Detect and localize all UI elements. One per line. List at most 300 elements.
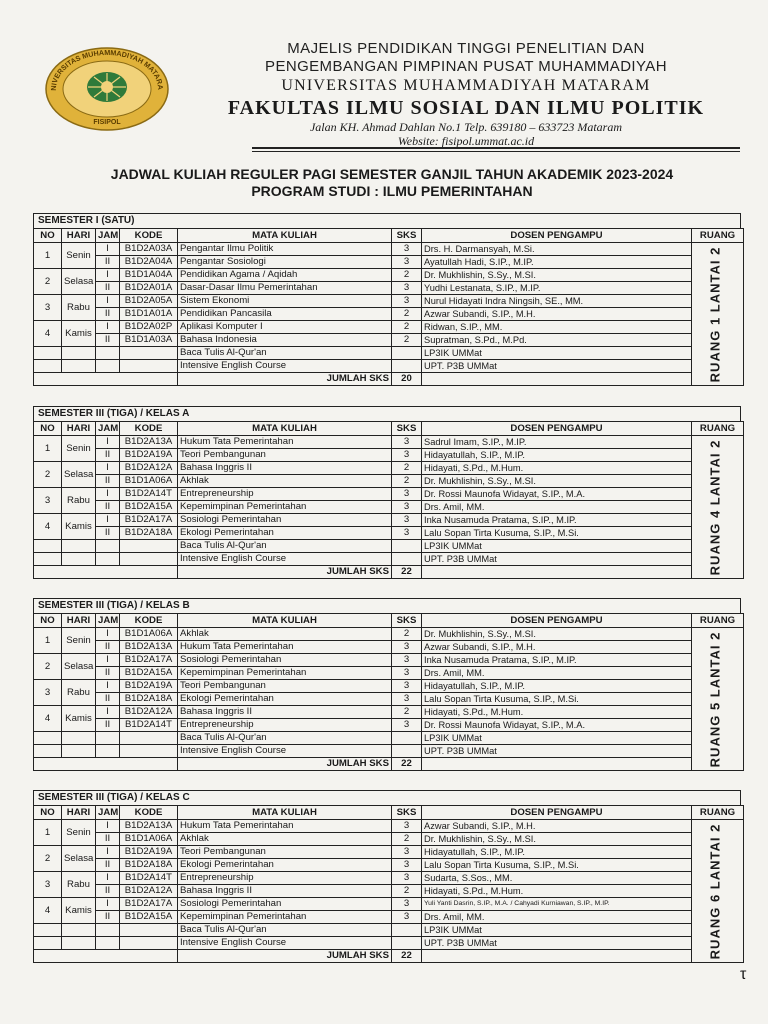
cell-no: 1 xyxy=(34,243,62,269)
cell-dosen: Dr. Mukhlishin, S.Sy., M.SI. xyxy=(422,475,692,488)
cell-mata-kuliah: Teori Pembangunan xyxy=(178,680,392,693)
cell-mata-kuliah: Pendidikan Pancasila xyxy=(178,308,392,321)
cell-kode: B1D2A14T xyxy=(120,488,178,501)
cell-dosen: Dr. Rossi Maunofa Widayat, S.IP., M.A. xyxy=(422,488,692,501)
cell-jam: I xyxy=(96,269,120,282)
cell-hari: Selasa xyxy=(62,846,96,872)
cell-kode: B1D2A17A xyxy=(120,514,178,527)
table-row xyxy=(34,859,744,872)
cell-jam: I xyxy=(96,488,120,501)
cell-dosen: Dr. Rossi Maunofa Widayat, S.IP., M.A. xyxy=(422,719,692,732)
cell-no: 3 xyxy=(34,488,62,514)
document-title xyxy=(30,166,754,200)
cell-sks: 3 xyxy=(392,295,422,308)
table-row xyxy=(34,654,744,667)
cell-no xyxy=(34,745,62,758)
column-header: HARI xyxy=(62,614,96,628)
cell-hari xyxy=(62,937,96,950)
cell-no xyxy=(34,347,62,360)
cell-no: 4 xyxy=(34,321,62,347)
cell-mata-kuliah: Sosiologi Pemerintahan xyxy=(178,654,392,667)
cell-sks: 3 xyxy=(392,449,422,462)
cell-kode: B1D1A01A xyxy=(120,308,178,321)
cell-dosen: Yuli Yanti Dasrin, S.IP., M.A. / Cahyadi Kurniawan, S.IP., M.IP. xyxy=(422,898,692,911)
column-header: DOSEN PENGAMPU xyxy=(422,614,692,628)
column-header: MATA KULIAH xyxy=(178,614,392,628)
cell-mata-kuliah: Baca Tulis Al-Qur'an xyxy=(178,924,392,937)
room-label-cell xyxy=(689,435,741,579)
cell-hari xyxy=(62,373,96,386)
cell-kode: B1D2A14T xyxy=(120,872,178,885)
cell-sks: 3 xyxy=(392,243,422,256)
cell-no: 3 xyxy=(34,872,62,898)
cell-dosen xyxy=(422,758,692,771)
table-row-extra xyxy=(34,937,744,950)
cell-no xyxy=(34,924,62,937)
cell-dosen: Ayatullah Hadi, S.IP., M.IP. xyxy=(422,256,692,269)
cell-dosen: Azwar Subandi, S.IP., M.H. xyxy=(422,820,692,833)
table-row xyxy=(34,911,744,924)
table-row-extra xyxy=(34,553,744,566)
cell-dosen xyxy=(422,950,692,963)
cell-dosen: Ridwan, S.IP., MM. xyxy=(422,321,692,334)
cell-mata-kuliah: Sosiologi Pemerintahan xyxy=(178,898,392,911)
table-row-extra xyxy=(34,924,744,937)
cell-hari xyxy=(62,347,96,360)
cell-kode: B1D2A17A xyxy=(120,898,178,911)
cell-mata-kuliah: Akhlak xyxy=(178,628,392,641)
column-header: MATA KULIAH xyxy=(178,806,392,820)
letterhead-line-1: MAJELIS PENDIDIKAN TINGGI PENELITIAN DAN xyxy=(287,40,645,57)
cell-sks: 2 xyxy=(392,462,422,475)
cell-jam: II xyxy=(96,527,120,540)
table-row xyxy=(34,308,744,321)
cell-jam xyxy=(96,553,120,566)
cell-jam xyxy=(96,347,120,360)
cell-mata-kuliah: Ekologi Pemerintahan xyxy=(178,527,392,540)
cell-hari: Kamis xyxy=(62,706,96,732)
cell-mata-kuliah: Entrepreneurship xyxy=(178,488,392,501)
cell-kode: B1D1A03A xyxy=(120,334,178,347)
cell-mata-kuliah: Ekologi Pemerintahan xyxy=(178,693,392,706)
table-row-extra xyxy=(34,360,744,373)
cell-mata-kuliah: Entrepreneurship xyxy=(178,872,392,885)
cell-hari: Rabu xyxy=(62,295,96,321)
letterhead-line-2: PENGEMBANGAN PIMPINAN PUSAT MUHAMMADIYAH xyxy=(265,58,667,75)
column-header: NO xyxy=(34,422,62,436)
cell-sks: 3 xyxy=(392,436,422,449)
cell-dosen: UPT. P3B UMMat xyxy=(422,553,692,566)
header-row xyxy=(34,614,744,628)
cell-kode xyxy=(120,553,178,566)
cell-kode: B1D2A15A xyxy=(120,911,178,924)
cell-jam: I xyxy=(96,872,120,885)
cell-no: 4 xyxy=(34,706,62,732)
cell-dosen: Dr. Mukhlishin, S.Sy., M.SI. xyxy=(422,628,692,641)
cell-dosen: Lalu Sopan Tirta Kusuma, S.IP., M.Si. xyxy=(422,527,692,540)
table-row xyxy=(34,898,744,911)
table-row xyxy=(34,693,744,706)
cell-sks xyxy=(392,937,422,950)
cell-mata-kuliah: Baca Tulis Al-Qur'an xyxy=(178,540,392,553)
cell-mata-kuliah: Baca Tulis Al-Qur'an xyxy=(178,732,392,745)
cell-hari: Senin xyxy=(62,820,96,846)
cell-jam: I xyxy=(96,654,120,667)
cell-sks xyxy=(392,924,422,937)
cell-no xyxy=(34,553,62,566)
cell-no xyxy=(34,937,62,950)
table-row xyxy=(34,243,744,256)
column-header: SKS xyxy=(392,806,422,820)
table-row xyxy=(34,269,744,282)
room-label: RUANG 6 LANTAI 2 xyxy=(707,823,723,959)
column-header: DOSEN PENGAMPU xyxy=(422,422,692,436)
cell-kode: B1D2A18A xyxy=(120,859,178,872)
column-header: KODE xyxy=(120,614,178,628)
cell-kode: B1D2A03A xyxy=(120,243,178,256)
table-row xyxy=(34,321,744,334)
section-heading: SEMESTER III (TIGA) / KELAS B xyxy=(33,598,741,613)
cell-jam xyxy=(96,937,120,950)
table-row xyxy=(34,514,744,527)
cell-jam: II xyxy=(96,308,120,321)
cell-hari xyxy=(62,540,96,553)
cell-dosen: Yudhi Lestanata, S.IP., M.IP. xyxy=(422,282,692,295)
cell-sks: 3 xyxy=(392,719,422,732)
cell-sks: 2 xyxy=(392,628,422,641)
cell-jam: II xyxy=(96,256,120,269)
university-logo xyxy=(44,46,170,132)
cell-mata-kuliah: Bahasa Inggris II xyxy=(178,462,392,475)
cell-sks: 3 xyxy=(392,641,422,654)
cell-mata-kuliah: Sosiologi Pemerintahan xyxy=(178,514,392,527)
cell-jam: II xyxy=(96,885,120,898)
cell-jam xyxy=(96,373,120,386)
cell-dosen: Azwar Subandi, S.IP., M.H. xyxy=(422,641,692,654)
cell-mata-kuliah: Intensive English Course xyxy=(178,360,392,373)
cell-kode: B1D1A06A xyxy=(120,833,178,846)
cell-hari: Kamis xyxy=(62,898,96,924)
total-sks: 22 xyxy=(392,950,422,963)
cell-mata-kuliah: Teori Pembangunan xyxy=(178,846,392,859)
cell-sks: 3 xyxy=(392,680,422,693)
total-label: JUMLAH SKS xyxy=(178,758,392,771)
cell-jam xyxy=(96,566,120,579)
cell-hari: Senin xyxy=(62,243,96,269)
cell-jam xyxy=(96,540,120,553)
cell-mata-kuliah: Hukum Tata Pemerintahan xyxy=(178,641,392,654)
section-heading: SEMESTER I (SATU) xyxy=(33,213,741,228)
total-sks: 20 xyxy=(392,373,422,386)
table-row xyxy=(34,256,744,269)
cell-kode: B1D2A15A xyxy=(120,667,178,680)
column-header: JAM xyxy=(96,229,120,243)
cell-sks: 2 xyxy=(392,885,422,898)
cell-sks: 3 xyxy=(392,667,422,680)
cell-sks xyxy=(392,540,422,553)
letterhead xyxy=(186,40,746,148)
table-row xyxy=(34,719,744,732)
cell-jam: I xyxy=(96,846,120,859)
cell-mata-kuliah: Kepemimpinan Pemerintahan xyxy=(178,911,392,924)
cell-no: 2 xyxy=(34,269,62,295)
table-row xyxy=(34,436,744,449)
table-row xyxy=(34,295,744,308)
cell-kode: B1D2A05A xyxy=(120,295,178,308)
cell-jam: II xyxy=(96,911,120,924)
column-header: DOSEN PENGAMPU xyxy=(422,806,692,820)
cell-no xyxy=(34,373,62,386)
column-header: MATA KULIAH xyxy=(178,229,392,243)
header-row xyxy=(34,229,744,243)
cell-sks xyxy=(392,347,422,360)
university-name: UNIVERSITAS MUHAMMADIYAH MATARAM xyxy=(281,77,651,94)
cell-kode xyxy=(120,758,178,771)
table-row xyxy=(34,885,744,898)
column-header: KODE xyxy=(120,229,178,243)
schedule-table xyxy=(33,805,744,963)
cell-hari: Selasa xyxy=(62,654,96,680)
cell-jam: I xyxy=(96,436,120,449)
cell-jam: II xyxy=(96,282,120,295)
section-heading: SEMESTER III (TIGA) / KELAS A xyxy=(33,406,741,421)
table-row xyxy=(34,449,744,462)
cell-sks: 2 xyxy=(392,269,422,282)
table-row xyxy=(34,872,744,885)
cell-jam xyxy=(96,924,120,937)
column-header: KODE xyxy=(120,806,178,820)
room-label-cell xyxy=(689,627,741,771)
column-header: HARI xyxy=(62,422,96,436)
cell-hari xyxy=(62,553,96,566)
cell-sks: 3 xyxy=(392,820,422,833)
cell-kode xyxy=(120,360,178,373)
cell-jam: I xyxy=(96,680,120,693)
cell-hari: Selasa xyxy=(62,462,96,488)
total-row xyxy=(34,373,744,386)
cell-no xyxy=(34,950,62,963)
cell-jam xyxy=(96,950,120,963)
cell-mata-kuliah: Aplikasi Komputer I xyxy=(178,321,392,334)
cell-jam xyxy=(96,758,120,771)
cell-jam: I xyxy=(96,706,120,719)
cell-mata-kuliah: Akhlak xyxy=(178,833,392,846)
column-header: JAM xyxy=(96,614,120,628)
table-row xyxy=(34,527,744,540)
schedule-section xyxy=(33,406,741,579)
cell-hari xyxy=(62,360,96,373)
cell-dosen: Hidayati, S.Pd., M.Hum. xyxy=(422,462,692,475)
cell-sks: 2 xyxy=(392,706,422,719)
cell-dosen: Inka Nusamuda Pratama, S.IP., M.IP. xyxy=(422,654,692,667)
header-row xyxy=(34,422,744,436)
cell-sks: 3 xyxy=(392,846,422,859)
cell-kode: B1D2A19A xyxy=(120,449,178,462)
table-row-extra xyxy=(34,732,744,745)
cell-mata-kuliah: Sistem Ekonomi xyxy=(178,295,392,308)
total-row xyxy=(34,758,744,771)
cell-kode: B1D1A06A xyxy=(120,628,178,641)
cell-dosen xyxy=(422,373,692,386)
cell-sks: 3 xyxy=(392,911,422,924)
cell-kode: B1D2A19A xyxy=(120,680,178,693)
cell-jam: II xyxy=(96,693,120,706)
cell-jam: I xyxy=(96,628,120,641)
cell-jam: II xyxy=(96,501,120,514)
table-row xyxy=(34,820,744,833)
cell-sks: 2 xyxy=(392,833,422,846)
cell-kode: B1D2A13A xyxy=(120,641,178,654)
title-line-2: PROGRAM STUDI : ILMU PEMERINTAHAN xyxy=(251,183,533,199)
column-header: SKS xyxy=(392,422,422,436)
cell-no: 4 xyxy=(34,898,62,924)
cell-dosen: UPT. P3B UMMat xyxy=(422,937,692,950)
cell-hari xyxy=(62,732,96,745)
column-header: RUANG xyxy=(692,229,744,243)
cell-mata-kuliah: Kepemimpinan Pemerintahan xyxy=(178,667,392,680)
column-header: MATA KULIAH xyxy=(178,422,392,436)
cell-kode: B1D2A13A xyxy=(120,820,178,833)
cell-sks: 2 xyxy=(392,334,422,347)
cell-sks: 3 xyxy=(392,527,422,540)
cell-kode: B1D2A02P xyxy=(120,321,178,334)
cell-jam xyxy=(96,732,120,745)
cell-sks: 3 xyxy=(392,872,422,885)
cell-mata-kuliah: Hukum Tata Pemerintahan xyxy=(178,820,392,833)
cell-dosen: Inka Nusamuda Pratama, S.IP., M.IP. xyxy=(422,514,692,527)
cell-dosen: Sudarta, S.Sos., MM. xyxy=(422,872,692,885)
cell-dosen: Sadrul Imam, S.IP., M.IP. xyxy=(422,436,692,449)
cell-dosen: LP3IK UMMat xyxy=(422,540,692,553)
cell-kode xyxy=(120,924,178,937)
table-row xyxy=(34,833,744,846)
cell-sks: 3 xyxy=(392,693,422,706)
cell-mata-kuliah: Intensive English Course xyxy=(178,745,392,758)
cell-hari xyxy=(62,924,96,937)
total-sks: 22 xyxy=(392,566,422,579)
table-row xyxy=(34,475,744,488)
cell-no: 4 xyxy=(34,514,62,540)
column-header: DOSEN PENGAMPU xyxy=(422,229,692,243)
cell-mata-kuliah: Bahasa Inggris II xyxy=(178,706,392,719)
cell-no: 1 xyxy=(34,820,62,846)
section-table-wrap xyxy=(33,613,741,771)
cell-kode: B1D2A19A xyxy=(120,846,178,859)
cell-dosen: LP3IK UMMat xyxy=(422,732,692,745)
cell-jam: I xyxy=(96,898,120,911)
column-header: JAM xyxy=(96,422,120,436)
cell-hari: Rabu xyxy=(62,680,96,706)
cell-kode xyxy=(120,937,178,950)
cell-dosen: Nurul Hidayati Indra Ningsih, SE., MM. xyxy=(422,295,692,308)
cell-kode: B1D2A12A xyxy=(120,462,178,475)
section-table-wrap xyxy=(33,228,741,386)
cell-hari: Rabu xyxy=(62,872,96,898)
cell-hari: Selasa xyxy=(62,269,96,295)
title-line-1: JADWAL KULIAH REGULER PAGI SEMESTER GANJIL TAHUN AKADEMIK 2023-2024 xyxy=(110,166,674,182)
cell-sks: 3 xyxy=(392,859,422,872)
letterhead-rule-thin xyxy=(252,151,740,152)
cell-sks xyxy=(392,360,422,373)
room-label: RUANG 1 LANTAI 2 xyxy=(707,246,723,382)
cell-mata-kuliah: Dasar-Dasar Ilmu Pemerintahan xyxy=(178,282,392,295)
cell-mata-kuliah: Pengantar Sosiologi xyxy=(178,256,392,269)
website: Website: fisipol.ummat.ac.id xyxy=(397,134,535,148)
cell-hari: Senin xyxy=(62,436,96,462)
cell-sks: 3 xyxy=(392,501,422,514)
cell-dosen: Hidayati, S.Pd., M.Hum. xyxy=(422,706,692,719)
cell-jam: II xyxy=(96,719,120,732)
cell-sks: 3 xyxy=(392,514,422,527)
cell-dosen: LP3IK UMMat xyxy=(422,347,692,360)
schedule-table xyxy=(33,228,744,386)
cell-dosen: Drs. Amil, MM. xyxy=(422,911,692,924)
cell-no xyxy=(34,732,62,745)
column-header: NO xyxy=(34,229,62,243)
table-row xyxy=(34,282,744,295)
cell-dosen: Lalu Sopan Tirta Kusuma, S.IP., M.Si. xyxy=(422,693,692,706)
cell-dosen: Drs. H. Darmansyah, M.Si. xyxy=(422,243,692,256)
cell-kode: B1D2A13A xyxy=(120,436,178,449)
table-row-extra xyxy=(34,540,744,553)
cell-dosen: Hidayati, S.Pd., M.Hum. xyxy=(422,885,692,898)
cell-no xyxy=(34,758,62,771)
cell-dosen xyxy=(422,566,692,579)
cell-sks: 2 xyxy=(392,321,422,334)
cell-jam: I xyxy=(96,514,120,527)
table-row-extra xyxy=(34,745,744,758)
cell-jam xyxy=(96,360,120,373)
section-heading: SEMESTER III (TIGA) / KELAS C xyxy=(33,790,741,805)
cell-hari: Kamis xyxy=(62,514,96,540)
cell-dosen: Hidayatullah, S.IP., M.IP. xyxy=(422,449,692,462)
cell-dosen: Supratman, S.Pd., M.Pd. xyxy=(422,334,692,347)
cell-dosen: LP3IK UMMat xyxy=(422,924,692,937)
cell-jam: I xyxy=(96,243,120,256)
schedule-section xyxy=(33,213,741,386)
cell-kode: B1D1A06A xyxy=(120,475,178,488)
room-label-cell xyxy=(689,819,741,963)
cell-kode xyxy=(120,745,178,758)
column-header: RUANG xyxy=(692,422,744,436)
table-row xyxy=(34,501,744,514)
cell-dosen: Lalu Sopan Tirta Kusuma, S.IP., M.Si. xyxy=(422,859,692,872)
cell-mata-kuliah: Pendidikan Agama / Aqidah xyxy=(178,269,392,282)
cell-kode xyxy=(120,950,178,963)
column-header: SKS xyxy=(392,229,422,243)
cell-jam: II xyxy=(96,334,120,347)
cell-sks xyxy=(392,732,422,745)
cell-mata-kuliah: Bahasa Indonesia xyxy=(178,334,392,347)
schedule-section xyxy=(33,790,741,963)
cell-kode: B1D2A17A xyxy=(120,654,178,667)
cell-hari xyxy=(62,758,96,771)
cell-jam: II xyxy=(96,667,120,680)
cell-jam: II xyxy=(96,475,120,488)
total-row xyxy=(34,950,744,963)
cell-dosen: Dr. Mukhlishin, S.Sy., M.SI. xyxy=(422,269,692,282)
cell-mata-kuliah: Kepemimpinan Pemerintahan xyxy=(178,501,392,514)
cell-jam: I xyxy=(96,321,120,334)
cell-sks: 2 xyxy=(392,475,422,488)
cell-kode: B1D2A15A xyxy=(120,501,178,514)
cell-dosen: Drs. Amil, MM. xyxy=(422,501,692,514)
faculty-name: FAKULTAS ILMU SOSIAL DAN ILMU POLITIK xyxy=(227,97,705,119)
table-row-extra xyxy=(34,347,744,360)
cell-mata-kuliah: Intensive English Course xyxy=(178,553,392,566)
table-row xyxy=(34,706,744,719)
room-label: RUANG 4 LANTAI 2 xyxy=(707,439,723,575)
